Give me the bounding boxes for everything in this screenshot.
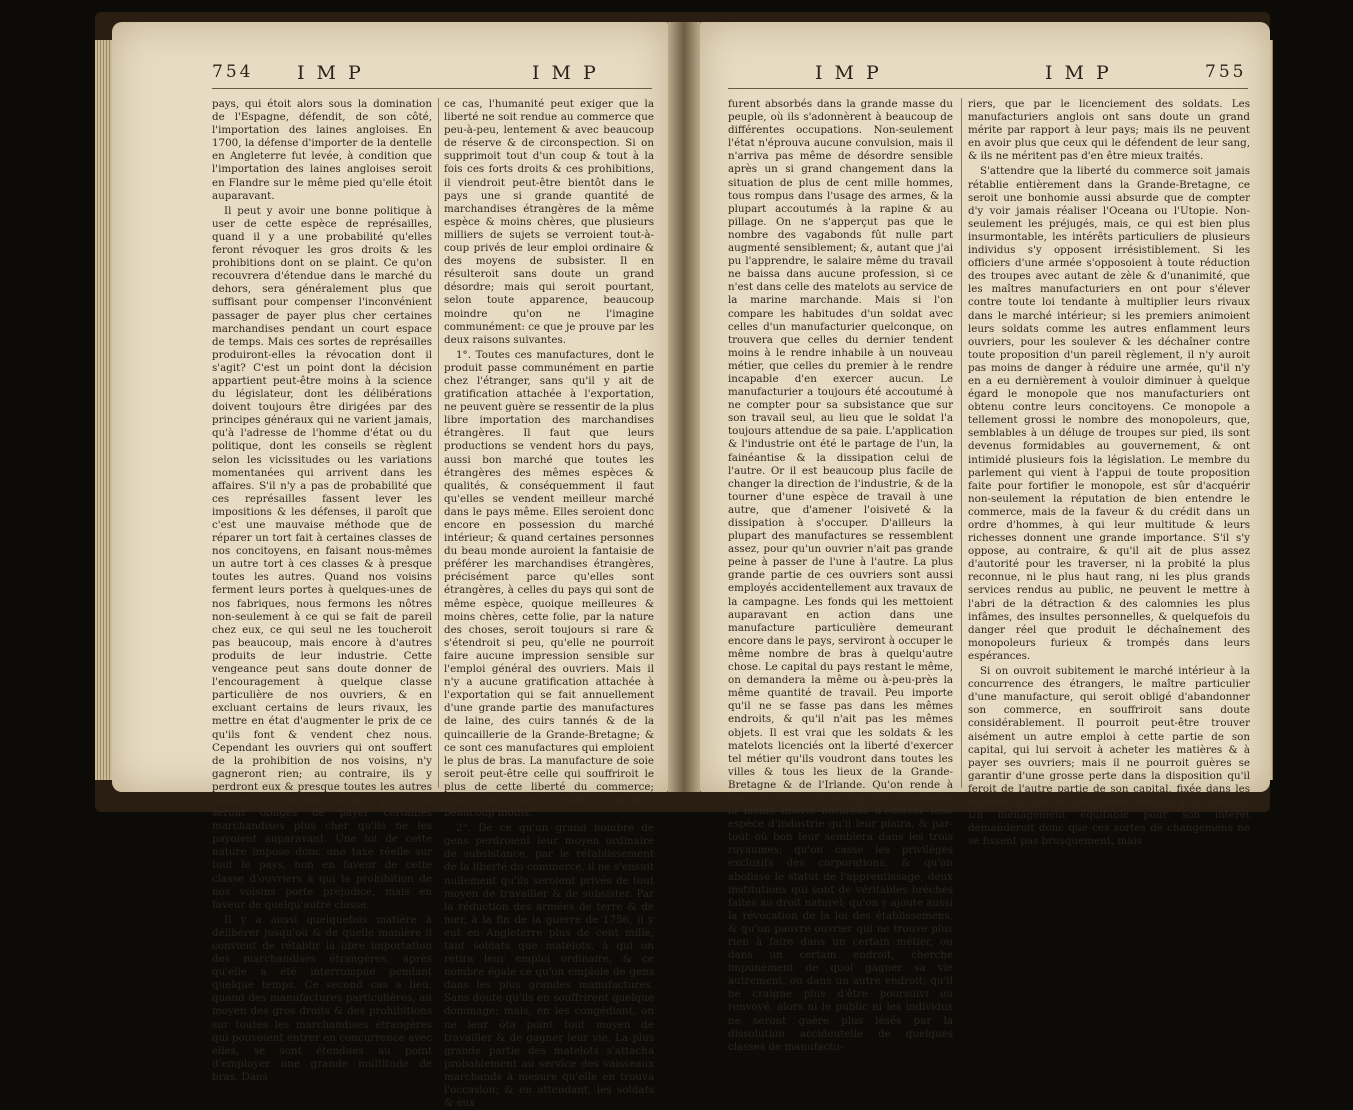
right-head-col1: I M P bbox=[815, 62, 882, 84]
left-head-rule bbox=[212, 88, 652, 89]
book-gutter bbox=[668, 22, 700, 792]
paragraph: pays, qui étoit alors sous la domination de l'Espagne, défendit, de son côté, l'importation des laines angloises. En 1700, la défense d'importer de la dentelle en Angleterre fut levée, à condition que l'importation des laines angloises seroit en Flandre sur le même pied qu'elle étoit auparavant. bbox=[212, 98, 432, 202]
paragraph: Il y a aussi quelquefois matière à délibérer jusqu'où & de quelle manière il convient de rétablir la libre importation des marchandises étrangères, après qu'elle a été interrompue pendant quelque temps. Ce second cas a lieu, quand des manufactures particulières, au moyen des gros droits & des prohibitions sur toutes les marchandises étrangères qui pouvoient entrer en concurrence avec elles, se sont étendues au point d'employer une grande multitude de bras. Dans bbox=[212, 913, 432, 1083]
left-head-col1: I M P bbox=[297, 62, 364, 84]
right-column-2 bbox=[968, 98, 1250, 848]
right-head-col2: I M P bbox=[1045, 62, 1112, 84]
right-column-1 bbox=[728, 98, 953, 1053]
right-running-head bbox=[700, 62, 1270, 88]
left-column-1 bbox=[212, 98, 432, 1083]
left-page-number: 754 bbox=[212, 62, 254, 82]
right-page bbox=[700, 22, 1270, 1053]
paragraph: ce cas, l'humanité peut exiger que la liberté ne soit rendue au commerce que peu-à-peu, lentement & avec beaucoup de réserve & de circonspection. Si on supprimoit tout d'un coup & tout à la fois ces forts droits & ces prohibitions, il viendroit peut-être bientôt dans le pays une si grande quantité de marchandises étrangères de la même espèce & moins chères, que plusieurs milliers de sujets se verroient tout-à-coup privés de leur emploi ordinaire & des moyens de subsister. Il en résulteroit sans doute un grand désordre; mais qui seroit pourtant, selon toute apparence, beaucoup moindre qu'on ne l'imagine communément: ce que je prouve par les deux raisons suivantes. bbox=[444, 98, 654, 346]
paragraph: furent absorbés dans la grande masse du peuple, où ils s'adonnèrent à beaucoup de différentes occupations. Non-seulement l'état n'éprouva aucune convulsion, mais il n'arriva pas même de désordre sensible après un si grand changement dans la situation de plus de cent mille hommes, tous rompus dans l'usage des armes, & la plupart accoutumés à la rapine & au pillage. On ne s'apperçut pas que le nombre des vagabonds fût nulle part augmenté sensiblement; &, autant que j'ai pu l'apprendre, le salaire même du travail ne baissa dans aucune profession, si ce n'est dans celle des matelots au service de la marine marchande. Mais si l'on compare les habitudes d'un soldat avec celles d'un manufacturier quelconque, on trouvera que celles du dernier tendent moins à le rendre inhabile à un nouveau métier, que celles du premier à le rendre incapable d'en exercer aucun. Le manufacturier a toujours été accoutumé à ne compter pour sa subsistance que sur son travail seul, au lieu que le soldat l'a toujours attendue de sa paie. L'application & l'industrie ont été le partage de l'un, la fainéantise & la dissipation celui de l'autre. Or il est beaucoup plus facile de changer la direction de l'industrie, & de la tourner d'une espèce de travail à une autre, que d'amener l'oisiveté & la dissipation à s'occuper. D'ailleurs la plupart des manufactures se ressemblent assez, pour qu'un ouvrier n'ait pas grande peine à passer de l'une à l'autre. La plus grande partie de ces ouvriers sont aussi employés accidentellement aux travaux de la campagne. Les fonds qui les mettoient auparavant en action dans une manufacture particulière demeurant encore dans le pays, serviront à occuper le même nombre de bras à quelqu'autre chose. Le capital du pays restant le même, on demandera la même ou à-peu-près la même quantité de travail. Peu importe qu'il ne se fasse pas dans les mêmes endroits, & qu'il n'ait pas les mêmes objets. Il est vrai que les soldats & les matelots licenciés ont la liberté d'exercer tel métier qu'ils voudront dans toutes les villes & tous les lieux de la Grande-Bretagne & de l'Irlande. Qu'on rende à tous les sujets de sa majesté britannique la même liberté naturelle d'exercer telle espèce d'industrie qu'il leur plaira, & par-tout où bon leur semblera dans les trois royaumes; qu'on casse les privilèges exclusifs des corporations, & qu'on abolisse le statut de l'apprentissage, deux institutions qui sont de véritables brèches faites au droit naturel; qu'on y ajoute aussi la révocation de la loi des établissemens, & qu'un pauvre ouvrier qui ne trouve plus rien à faire dans un certain métier, ou dans un certain endroit, cherche impunément de quoi gagner sa vie autrement, ou dans un autre endroit; qu'il ne craigne plus d'être poursuivi ou renvoyé, alors ni le public ni les individus ne seront guère plus lésés par la dissolution accidentelle de quelques classes de manufactu- bbox=[728, 98, 953, 1053]
right-page-number: 755 bbox=[1205, 62, 1247, 82]
paragraph: 2°. De ce qu'un grand nombre de gens perdroient leur moyen ordinaire de subsistance, par le rétablissement de la liberté du commerce, il ne s'ensuit nullement qu'ils seroient privés de tout moyen de travailler & de subsister. Par la réduction des armées de terre & de mer, à la fin de la guerre de 1756, il y eut en Angleterre plus de cent mille, tant soldats que matelots, à qui on retira leur emploi ordinaire, & ce nombre égale ce qu'on emploie de gens dans les plus grandes manufactures. Sans doute qu'ils en souffrirent quelque dommage; mais, en les congédiant, on ne leur ôta point tout moyen de travailler & de gagner leur vie. La plus grande partie des matelots s'attacha probablement au service des vaisseaux marchands à mesure qu'elle en trouva l'occasion; & en attendant, les soldats & eux bbox=[444, 822, 654, 1110]
paragraph: S'attendre que la liberté du commerce soit jamais rétablie entièrement dans la Grande-Bretagne, ce seroit une bonhomie aussi absurde que de compter d'y voir jamais réaliser l'Oceana ou l'Utopie. Non-seulement les préjugés, mais, ce qui est bien plus insurmontable, les intérêts particuliers de plusieurs individus s'y opposent irrésistiblement. Si les officiers d'une armée s'opposoient à toute réduction des troupes avec autant de zèle & d'unanimité, que les maîtres manufacturiers en ont pour s'élever contre toute loi tendante à multiplier leurs rivaux dans le marché intérieur; si les premiers animoient leurs soldats comme les autres enflamment leurs ouvriers, pour les soulever & les déchaîner contre toute proposition d'un pareil règlement, il n'y auroit pas moins de danger à réduire une armée, qu'il n'y en a eu dernièrement à vouloir diminuer à quelque égard le monopole que nos manufacturiers ont obtenu contre leurs concitoyens. Ce monopole a tellement grossi le nombre des monopoleurs, que, semblables à un déluge de troupes sur pied, ils sont devenus formidables au gouvernement, & ont intimidé plusieurs fois la législation. Le membre du parlement qui vient à l'appui de toute proposition faite pour fortifier le monopole, est sûr d'acquérir non-seulement la réputation de bien entendre le commerce, mais de la faveur & du crédit dans un ordre d'hommes, à qui leur multitude & leurs richesses donnent une grande importance. S'il s'y oppose, au contraire, & qu'il ait de plus assez d'autorité pour les traverser, ni la probité la plus reconnue, ni le plus haut rang, ni les plus grands services rendus au public, ne peuvent le mettre à l'abri de la détraction & des calomnies les plus infâmes, des insultes personnelles, & quelquefois du danger réel que produit le déchaînement des monopoleurs furieux & trompés dans leurs espérances. bbox=[968, 165, 1250, 662]
left-page-edges bbox=[95, 40, 113, 780]
left-head-col2: I M P bbox=[532, 62, 599, 84]
left-running-head bbox=[112, 62, 668, 88]
left-column-2 bbox=[444, 98, 654, 1110]
paragraph: Il peut y avoir une bonne politique à user de cette espèce de représailles, quand il y a une probabilité qu'elles feront révoquer les gros droits & les prohibitions dont on se plaint. Ce qu'on recouvrera d'étendue dans le marché du dehors, sera généralement plus que suffisant pour compenser l'inconvénient passager de payer plus cher certaines marchandises pendant un court espace de temps. Mais ces sortes de représailles produiront-elles la révocation dont il s'agit? C'est un point dont la décision appartient peut-être moins à la science du législateur, dont les délibérations doivent toujours être dirigées par des principes généraux qui ne varient jamais, qu'à l'adresse de l'homme d'état ou du politique, dont les conseils se règlent selon les vicissitudes ou les variations momentanées qui arrivent dans les affaires. S'il n'y a pas de probabilité que ces représailles fassent lever les impositions & les défenses, il paroît que c'est une mauvaise méthode que de réparer un tort fait à certaines classes de nos concitoyens, en faisant nous-mêmes un autre tort à ces classes & à presque toutes les autres. Quand nos voisins ferment leurs portes à quelques-unes de nos fabriques, nous fermons les nôtres non-seulement à ce qui se fait de pareil chez eux, ce qui seul ne les toucheroit pas beaucoup, mais encore à d'autres produits de leur industrie. Cette vengeance peut sans doute donner de l'encouragement à quelque classe particulière de nos ouvriers, & en excluant certains de leurs rivaux, les mettre en état d'augmenter le prix de ce qu'ils font & vendent chez nous. Cependant les ouvriers qui ont souffert de la prohibition de nos voisins, n'y gagneront rien; au contraire, ils y perdront eux & presque toutes les autres classes de citoyens, puisque par-là ils seront obligés de payer certaines marchandises plus cher qu'ils ne les payoient auparavant. Une loi de cette nature impose donc une taxe réelle sur tout le pays, non en faveur de cette classe d'ouvriers à qui la prohibition de nos voisins porte préjudice, mais en faveur de quelqu'autre classe. bbox=[212, 204, 432, 911]
left-page bbox=[112, 22, 668, 1110]
right-head-rule bbox=[728, 88, 1248, 89]
left-column-divider bbox=[438, 98, 439, 788]
paragraph: Si on ouvroit subitement le marché intérieur à la concurrence des étrangers, le maître particulier d'une manufacture, qui seroit obligé d'abandonner son commerce, en souffriroit sans doute considérablement. Il pourroit peut-être trouver aisément un autre emploi à cette partie de son capital, qui lui servoit à acheter les matières & à payer ses ouvriers; mais il ne pourroit guères se garantir d'une grosse perte dans la disposition qu'il feroit de l'autre partie de son capital, fixée dans les atteliers & dans les instrumens servans à sa fabrique. Un ménagement équitable pour son intérêt demanderoit donc que ces sortes de changemens ne se fissent pas brusquement, mais bbox=[968, 665, 1250, 848]
right-column-divider bbox=[961, 98, 962, 788]
paragraph: riers, que par le licenciement des soldats. Les manufacturiers anglois ont sans doute un grand mérite par rapport à leur pays; mais ils ne peuvent en avoir plus que ceux qui le défendent de leur sang, & ils ne méritent pas d'en être mieux traités. bbox=[968, 98, 1250, 163]
paragraph: 1°. Toutes ces manufactures, dont le produit passe communément en partie chez l'étranger, sans qu'il y ait de gratification attachée à l'exportation, ne peuvent guère se ressentir de la plus libre importation des marchandises étrangères. Il faut que leurs productions se vendent hors du pays, aussi bon marché que toutes les étrangères des mêmes espèces & qualités, & conséquemment il faut qu'elles se vendent meilleur marché dans le pays même. Elles seroient donc encore en possession du marché intérieur; & quand certaines personnes du beau monde auroient la fantaisie de préférer les marchandises étrangères, précisément parce qu'elles sont étrangères, à celles du pays qui sont de même espèce, quoique meilleures & moins chères, cette folie, par la nature des choses, seroit toujours si rare & s'étendroit si peu, qu'elle ne pourroit faire aucune impression sensible sur l'emploi général des ouvriers. Mais il n'y a aucune gratification attachée à l'exportation qui se fait annuellement d'une grande partie des manufactures de laine, des cuirs tannés & de la quincaillerie de la Grande-Bretagne; & ce sont ces manufactures qui emploient le plus de bras. La manufacture de soie seroit peut-être celle qui souffriroit le plus de cette liberté du commerce; celle de toile ensuite, quoique beaucoup moins. bbox=[444, 348, 654, 820]
